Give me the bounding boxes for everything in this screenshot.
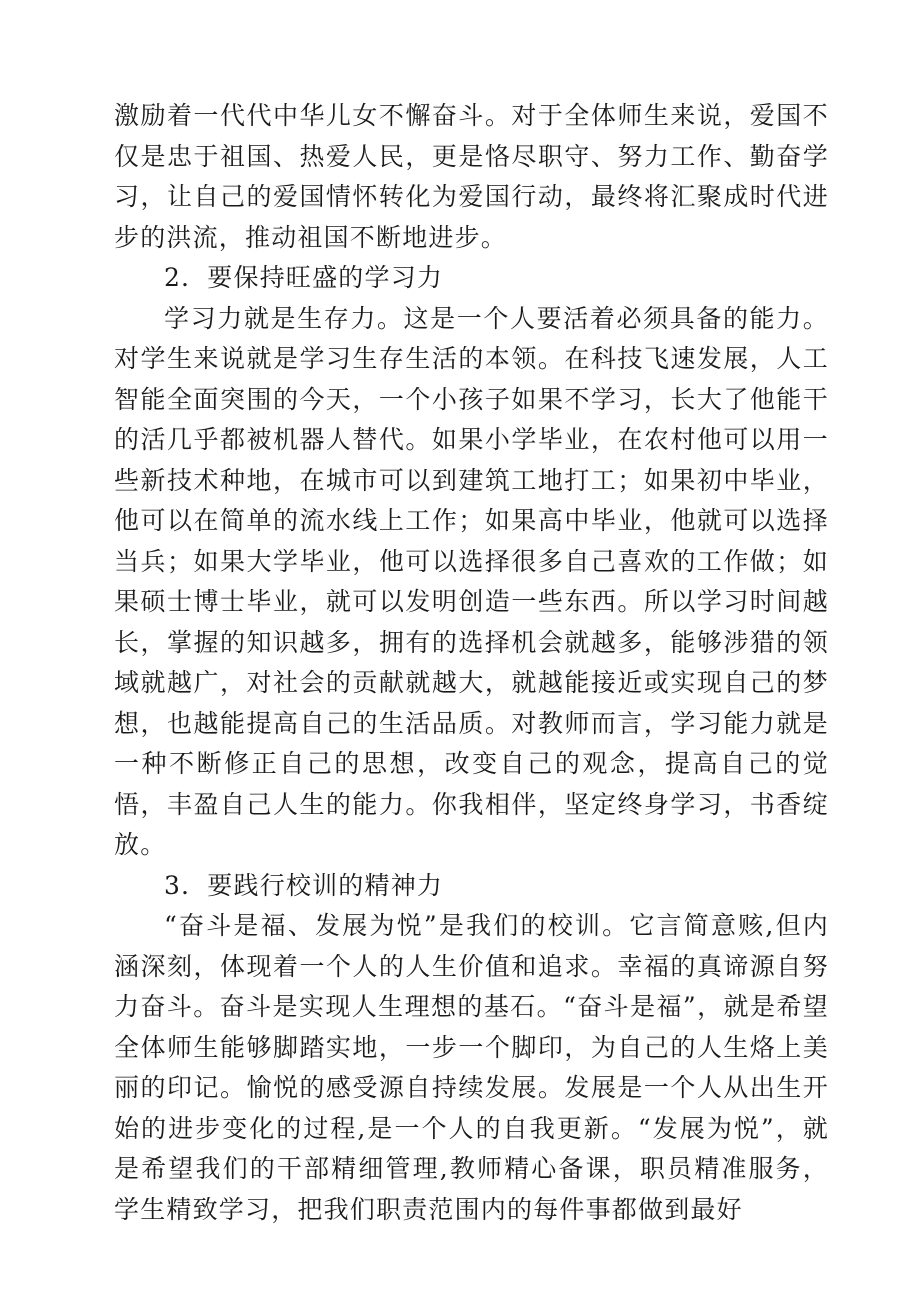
- section-heading-learning: 2．要保持旺盛的学习力: [164, 263, 444, 292]
- document-body: [114, 96, 829, 1230]
- paragraph-school-motto: “奋斗是福、发展为悦”是我们的校训。它言简意赅,但内涵深刻，体现着一个人的人生价值和追求。幸福的真谛源自努力奋斗。奋斗是实现人生理想的基石。“奋斗是福”，就是希望全体师生能够脚踏实地，一步一个脚印，为自己的人生烙上美丽的印记。愉悦的感受源自持续发展。发展是一个人从出生开始的进步变化的过程,是一个人的自我更新。“发展为悦”，就是希望我们的干部精细管理,教师精心备课，职员精准服务，学生精致学习，把我们职责范围内的每件事都做到最好: [114, 911, 829, 1224]
- paragraph-patriotism-continuation: 激励着一代代中华儿女不懈奋斗。对于全体师生来说，爱国不仅是忠于祖国、热爱人民，更是恪尽职守、努力工作、勤奋学习，让自己的爱国情怀转化为爱国行动，最终将汇聚成时代进步的洪流，推动祖国不断地进步。: [114, 101, 829, 252]
- section-heading-school-motto: 3．要践行校训的精神力: [164, 870, 444, 900]
- paragraph-learning: 学习力就是生存力。这是一个人要活着必须具备的能力。对学生来说就是学习生存生活的本领。在科技飞速发展，人工智能全面突围的今天，一个小孩子如果不学习，长大了他能干的活几乎都被机器人替代。如果小学毕业，在农村他可以用一些新技术种地，在城市可以到建筑工地打工；如果初中毕业，他可以在简单的流水线上工作；如果高中毕业，他就可以选择当兵；如果大学毕业，他可以选择很多自己喜欢的工作做；如果硕士博士毕业，就可以发明创造一些东西。所以学习时间越长，掌握的知识越多，拥有的选择机会就越多，能够涉猎的领域就越广，对社会的贡献就越大，就越能接近或实现自己的梦想，也越能提高自己的生活品质。对教师而言，学习能力就是一种不断修正自己的思想，改变自己的观念，提高自己的觉悟，丰盈自己人生的能力。你我相伴，坚定终身学习，书香绽放。: [114, 303, 829, 859]
